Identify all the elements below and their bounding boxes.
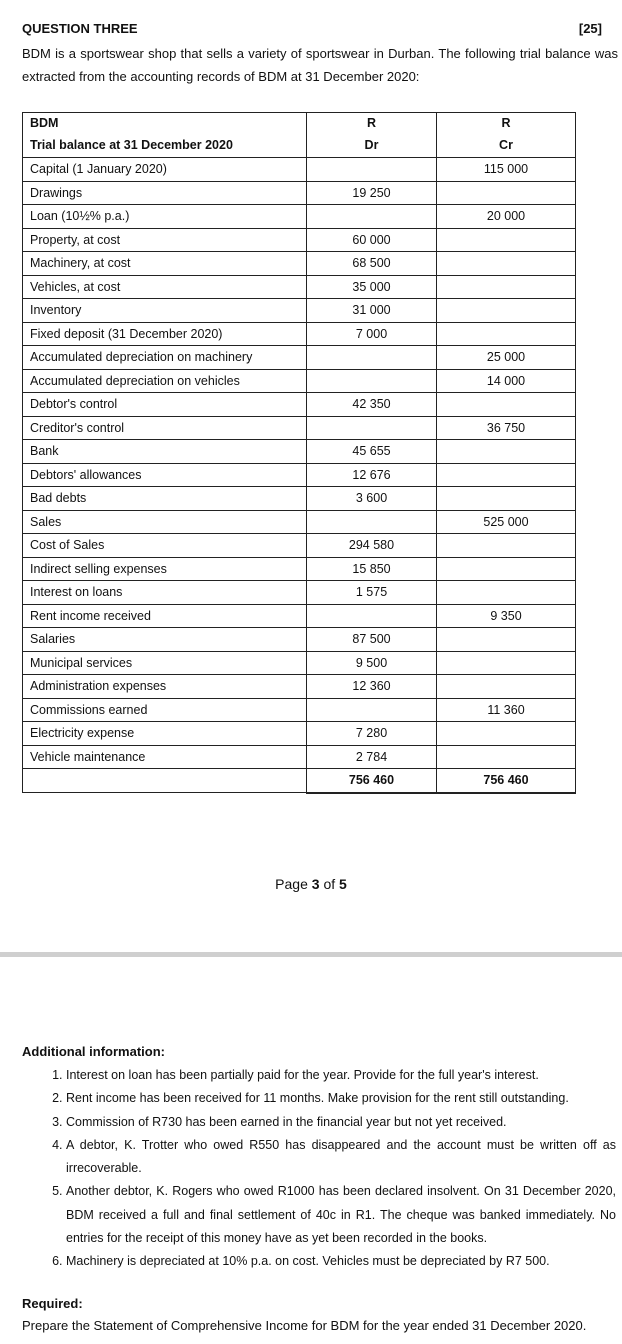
account-name: Drawings — [23, 181, 307, 205]
additional-info-title: Additional information: — [22, 1044, 165, 1059]
credit-amount — [437, 440, 576, 464]
cr-currency: R — [437, 113, 576, 134]
table-row — [23, 581, 576, 605]
account-name: Bank — [23, 440, 307, 464]
credit-amount: 36 750 — [437, 416, 576, 440]
table-row — [23, 675, 576, 699]
account-name: Cost of Sales — [23, 534, 307, 558]
debit-amount — [307, 604, 437, 628]
page-break — [0, 952, 622, 957]
credit-amount — [437, 722, 576, 746]
company-name: BDM — [23, 113, 307, 134]
credit-amount — [437, 651, 576, 675]
account-name: Property, at cost — [23, 228, 307, 252]
cr-label: Cr — [437, 133, 576, 158]
credit-amount — [437, 557, 576, 581]
account-name: Salaries — [23, 628, 307, 652]
debit-amount: 45 655 — [307, 440, 437, 464]
credit-amount — [437, 322, 576, 346]
table-row — [23, 369, 576, 393]
credit-amount: 25 000 — [437, 346, 576, 370]
table-row — [23, 487, 576, 511]
list-item: 3. Commission of R730 has been earned in the financial year but not yet received. — [66, 1111, 616, 1134]
table-row — [23, 440, 576, 464]
credit-amount: 11 360 — [437, 698, 576, 722]
debit-amount: 7 280 — [307, 722, 437, 746]
debit-amount: 31 000 — [307, 299, 437, 323]
credit-total: 756 460 — [437, 769, 576, 793]
table-row — [23, 393, 576, 417]
table-row — [23, 604, 576, 628]
table-row — [23, 628, 576, 652]
debit-amount: 12 360 — [307, 675, 437, 699]
question-title: QUESTION THREE — [22, 21, 138, 36]
debit-amount: 19 250 — [307, 181, 437, 205]
list-item: 5. Another debtor, K. Rogers who owed R1000 has been declared insolvent. On 31 December 2020, BDM received a full and final settlement of 40c in R1. The cheque was banked immediately. No entries for the receipt of this money have as yet been recorded in the books. — [66, 1180, 616, 1250]
table-row — [23, 416, 576, 440]
required-text: Prepare the Statement of Comprehensive Income for BDM for the year ended 31 December 2020. — [22, 1318, 587, 1333]
credit-amount — [437, 628, 576, 652]
debit-amount: 15 850 — [307, 557, 437, 581]
credit-amount — [437, 252, 576, 276]
question-marks: [25] — [578, 21, 602, 36]
account-name: Fixed deposit (31 December 2020) — [23, 322, 307, 346]
table-header-row — [23, 113, 576, 134]
debit-amount — [307, 205, 437, 229]
debit-amount: 294 580 — [307, 534, 437, 558]
credit-amount — [437, 393, 576, 417]
table-row — [23, 299, 576, 323]
table-row — [23, 698, 576, 722]
credit-amount — [437, 675, 576, 699]
table-row — [23, 557, 576, 581]
credit-amount — [437, 487, 576, 511]
page-current: 3 — [311, 876, 320, 892]
credit-amount — [437, 463, 576, 487]
credit-amount: 14 000 — [437, 369, 576, 393]
dr-label: Dr — [307, 133, 437, 158]
debit-amount — [307, 698, 437, 722]
account-name: Bad debts — [23, 487, 307, 511]
debit-amount: 42 350 — [307, 393, 437, 417]
account-name: Rent income received — [23, 604, 307, 628]
debit-amount — [307, 510, 437, 534]
account-name: Interest on loans — [23, 581, 307, 605]
debit-amount — [307, 158, 437, 182]
account-name: Inventory — [23, 299, 307, 323]
debit-amount: 68 500 — [307, 252, 437, 276]
table-row — [23, 275, 576, 299]
trial-balance-table — [22, 112, 576, 794]
debit-amount: 2 784 — [307, 745, 437, 769]
debit-amount: 35 000 — [307, 275, 437, 299]
account-name: Debtors' allowances — [23, 463, 307, 487]
debit-amount: 87 500 — [307, 628, 437, 652]
table-row — [23, 463, 576, 487]
credit-amount — [437, 228, 576, 252]
list-item: 6. Machinery is depreciated at 10% p.a. on cost. Vehicles must be depreciated by R7 500. — [66, 1250, 616, 1273]
credit-amount: 525 000 — [437, 510, 576, 534]
table-row — [23, 510, 576, 534]
account-name: Accumulated depreciation on vehicles — [23, 369, 307, 393]
table-row — [23, 158, 576, 182]
account-name: Capital (1 January 2020) — [23, 158, 307, 182]
page-sep: of — [323, 876, 336, 892]
page-total: 5 — [339, 876, 347, 892]
account-name: Creditor's control — [23, 416, 307, 440]
list-item: 2. Rent income has been received for 11 months. Make provision for the rent still outstanding. — [66, 1087, 616, 1110]
list-item: 4. A debtor, K. Trotter who owed R550 has disappeared and the account must be written off as irrecoverable. — [66, 1134, 616, 1181]
table-row — [23, 228, 576, 252]
table-row — [23, 346, 576, 370]
credit-amount: 9 350 — [437, 604, 576, 628]
account-name: Administration expenses — [23, 675, 307, 699]
table-header-row-2 — [23, 133, 576, 158]
account-name: Commissions earned — [23, 698, 307, 722]
account-name: Vehicles, at cost — [23, 275, 307, 299]
page-number — [0, 876, 622, 892]
credit-amount — [437, 534, 576, 558]
debit-total: 756 460 — [307, 769, 437, 793]
table-row — [23, 745, 576, 769]
account-name: Electricity expense — [23, 722, 307, 746]
debit-amount: 12 676 — [307, 463, 437, 487]
debit-amount — [307, 369, 437, 393]
credit-amount — [437, 275, 576, 299]
debit-amount: 9 500 — [307, 651, 437, 675]
table-row — [23, 205, 576, 229]
account-name: Indirect selling expenses — [23, 557, 307, 581]
account-name: Loan (10½% p.a.) — [23, 205, 307, 229]
account-name: Sales — [23, 510, 307, 534]
totals-label-cell — [23, 769, 307, 793]
account-name: Machinery, at cost — [23, 252, 307, 276]
debit-amount: 3 600 — [307, 487, 437, 511]
list-item: 1. Interest on loan has been partially paid for the year. Provide for the full year's interest. — [66, 1064, 616, 1087]
credit-amount: 20 000 — [437, 205, 576, 229]
table-row — [23, 322, 576, 346]
credit-amount — [437, 181, 576, 205]
totals-row — [23, 769, 576, 793]
credit-amount — [437, 299, 576, 323]
table-title: Trial balance at 31 December 2020 — [23, 133, 307, 158]
question-intro: BDM is a sportswear shop that sells a variety of sportswear in Durban. The following trial balance was extracted from the accounting records of BDM at 31 December 2020: — [22, 46, 618, 84]
account-name: Vehicle maintenance — [23, 745, 307, 769]
table-row — [23, 722, 576, 746]
debit-amount: 7 000 — [307, 322, 437, 346]
table-row — [23, 181, 576, 205]
table-row — [23, 534, 576, 558]
debit-amount: 60 000 — [307, 228, 437, 252]
required-title: Required: — [22, 1296, 83, 1311]
question-header — [22, 21, 602, 36]
dr-currency: R — [307, 113, 437, 134]
account-name: Municipal services — [23, 651, 307, 675]
account-name: Debtor's control — [23, 393, 307, 417]
credit-amount — [437, 581, 576, 605]
additional-info-list — [22, 1064, 616, 1274]
account-name: Accumulated depreciation on machinery — [23, 346, 307, 370]
debit-amount — [307, 346, 437, 370]
debit-amount: 1 575 — [307, 581, 437, 605]
credit-amount: 115 000 — [437, 158, 576, 182]
credit-amount — [437, 745, 576, 769]
table-row — [23, 651, 576, 675]
page-prefix: Page — [275, 876, 308, 892]
debit-amount — [307, 416, 437, 440]
table-row — [23, 252, 576, 276]
